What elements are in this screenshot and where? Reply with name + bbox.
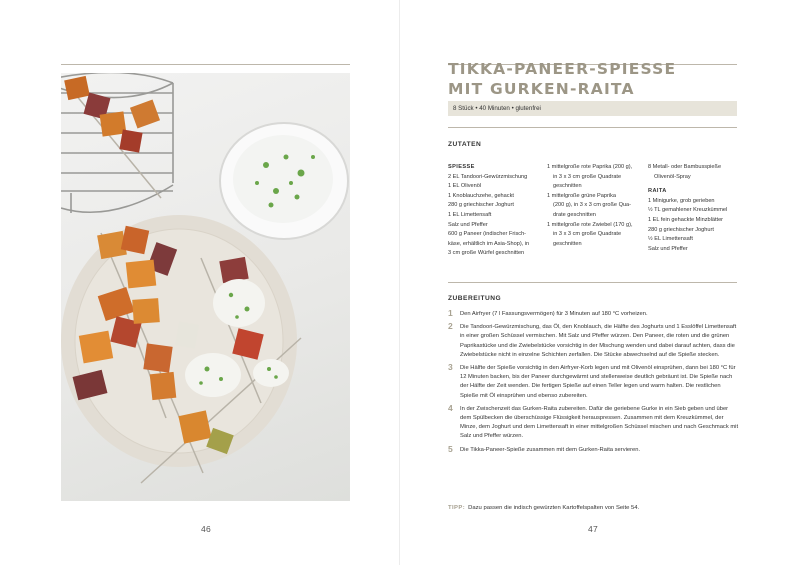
title-line-1: TIKKA-PANEER-SPIESSE — [448, 60, 677, 78]
step-text: Die Tikka-Paneer-Spieße zusammen mit dem Gurken-Raita servieren. — [460, 446, 641, 453]
ingredient-line: 1 mittelgroße rote Paprika (200 g), — [547, 164, 633, 170]
top-rule — [61, 64, 350, 65]
tip-text: Dazu passen die indisch gewürzten Kartoffelspalten von Seite 54. — [468, 505, 640, 511]
page-number: 47 — [588, 524, 599, 534]
step-item — [448, 402, 740, 442]
tip-note — [448, 505, 639, 511]
preparation-steps — [448, 310, 740, 459]
ingredient-line: 1 mittelgroße grüne Paprika — [547, 192, 617, 199]
rack-skewer — [64, 76, 161, 198]
step-text: Die Hälfte der Spieße vorsichtig in den Airfryer-Korb legen und mit Olivenöl einsprühen, dann bei 180 °C für 12 Minuten backen, bis der Paneer durchgewärmt und stellenweise deutlich gebräunt ist. Die Spieße nach der Hälfte der Zeit wenden. Die fertigen Spieße auf einen Teller legen und warm halten. Die restlichen Spieße mit Öl einsprühen und ebenso zubereiten. — [460, 365, 736, 399]
step-item — [448, 443, 740, 455]
title-line-2: MIT GURKEN-RAITA — [448, 80, 635, 98]
step-item — [448, 364, 740, 401]
step-number: 4 — [448, 402, 453, 413]
ingredient-line: geschnitten — [553, 240, 582, 247]
ingredient-line: 280 g griechischer Joghurt — [648, 226, 714, 233]
ingredient-line: 8 Metall- oder Bambusspieße — [648, 164, 722, 170]
ingredient-line: Olivenöl-Spray — [654, 173, 691, 180]
ingredient-line: 1 Minigurke, grob gerieben — [648, 197, 715, 204]
ingredients-heading: ZUTATEN — [448, 141, 482, 148]
tip-label: TIPP: — [448, 505, 466, 511]
step-text: In der Zwischenzeit das Gurken-Raita zubereiten. Dafür die geriebene Gurke in ein Sieb geben und über dem Spülbecken die überschüssige Flüssigkeit herauspressen. Zusammen mit dem Kreuzkümmel, der Minze, dem Joghurt und dem Limettensaft in einer mittelgroßen Schüssel mischen und nach Geschmack mit Salz und Pfeffer würzen. — [460, 405, 739, 440]
preparation-rule — [448, 282, 737, 283]
ingredient-line: 1 Knoblauchzehe, gehackt — [448, 192, 514, 199]
step-item — [448, 323, 740, 360]
step-text: Die Tandoori-Gewürzmischung, das Öl, den Knoblauch, die Hälfte des Joghurts und 1 Esslöffel Limettensaft in einer großen Schüssel vermischen. Mit Salz und Pfeffer würzen. Den Paneer, die roten und die grünen Paprikastücke und die Zwiebelstücke vorsichtig in der Mischung wenden und dabei darauf achten, dass die Zwiebelstücke nicht in einzelne Schichten zerfallen. Die Stücke abwechselnd auf die Spieße stecken. — [460, 324, 737, 358]
ingredients-rule — [448, 127, 737, 128]
ingredients-subheading-raita: RAITA — [648, 188, 667, 195]
ingredient-line: Salz und Pfeffer — [648, 245, 688, 252]
right-page — [400, 0, 800, 565]
ingredient-line: ½ TL gemahlener Kreuzkümmel — [648, 207, 728, 214]
step-number: 2 — [448, 321, 453, 332]
ingredients-column-2 — [547, 163, 647, 249]
step-number: 3 — [448, 362, 453, 373]
ingredient-line: drate geschnitten — [553, 211, 596, 218]
recipe-meta-bar: 8 Stück • 40 Minuten • glutenfrei — [448, 101, 737, 116]
step-text: Den Airfryer (7 l Fassungsvermögen) für 3 Minuten auf 180 °C vorheizen. — [460, 311, 648, 317]
ingredient-line: 2 EL Tandoori-Gewürzmischung — [448, 173, 528, 180]
page-number: 46 — [201, 524, 212, 534]
recipe-photo — [61, 73, 350, 501]
ingredients-column-3 — [648, 163, 740, 254]
ingredient-line: 1 EL Olivenöl — [448, 183, 482, 190]
ingredient-line: 1 EL fein gehackte Minzblätter — [648, 216, 724, 223]
ingredient-line: (200 g), in 3 x 3 cm große Qua- — [553, 202, 632, 209]
ingredients-subheading-spiesse: SPIESSE — [448, 164, 475, 170]
ingredient-line: 3 cm große Würfel geschnitten — [448, 250, 525, 257]
step-number: 1 — [448, 308, 453, 318]
recipe-title — [448, 59, 676, 99]
raita-bowl — [220, 123, 348, 239]
ingredient-line: käse, erhältlich im Asia-Shop), in — [448, 240, 530, 247]
ingredient-line: 280 g griechischer Joghurt — [448, 202, 514, 209]
step-number: 5 — [448, 443, 453, 454]
ingredient-line: 600 g Paneer (indischer Frisch- — [448, 231, 527, 238]
ingredient-line: ½ EL Limettensaft — [648, 236, 693, 243]
preparation-heading: ZUBEREITUNG — [448, 295, 502, 302]
ingredient-line: 1 mittelgroße rote Zwiebel (170 g), — [547, 221, 633, 228]
ingredient-line: in 3 x 3 cm große Quadrate — [553, 173, 622, 180]
ingredient-line: Salz und Pfeffer — [448, 221, 488, 228]
ingredient-line: in 3 x 3 cm große Quadrate — [553, 231, 622, 238]
ingredients-column-1 — [448, 163, 548, 259]
ingredient-line: 1 EL Limettensaft — [448, 211, 492, 218]
step-item — [448, 310, 740, 319]
ingredient-line: geschnitten — [553, 183, 582, 190]
